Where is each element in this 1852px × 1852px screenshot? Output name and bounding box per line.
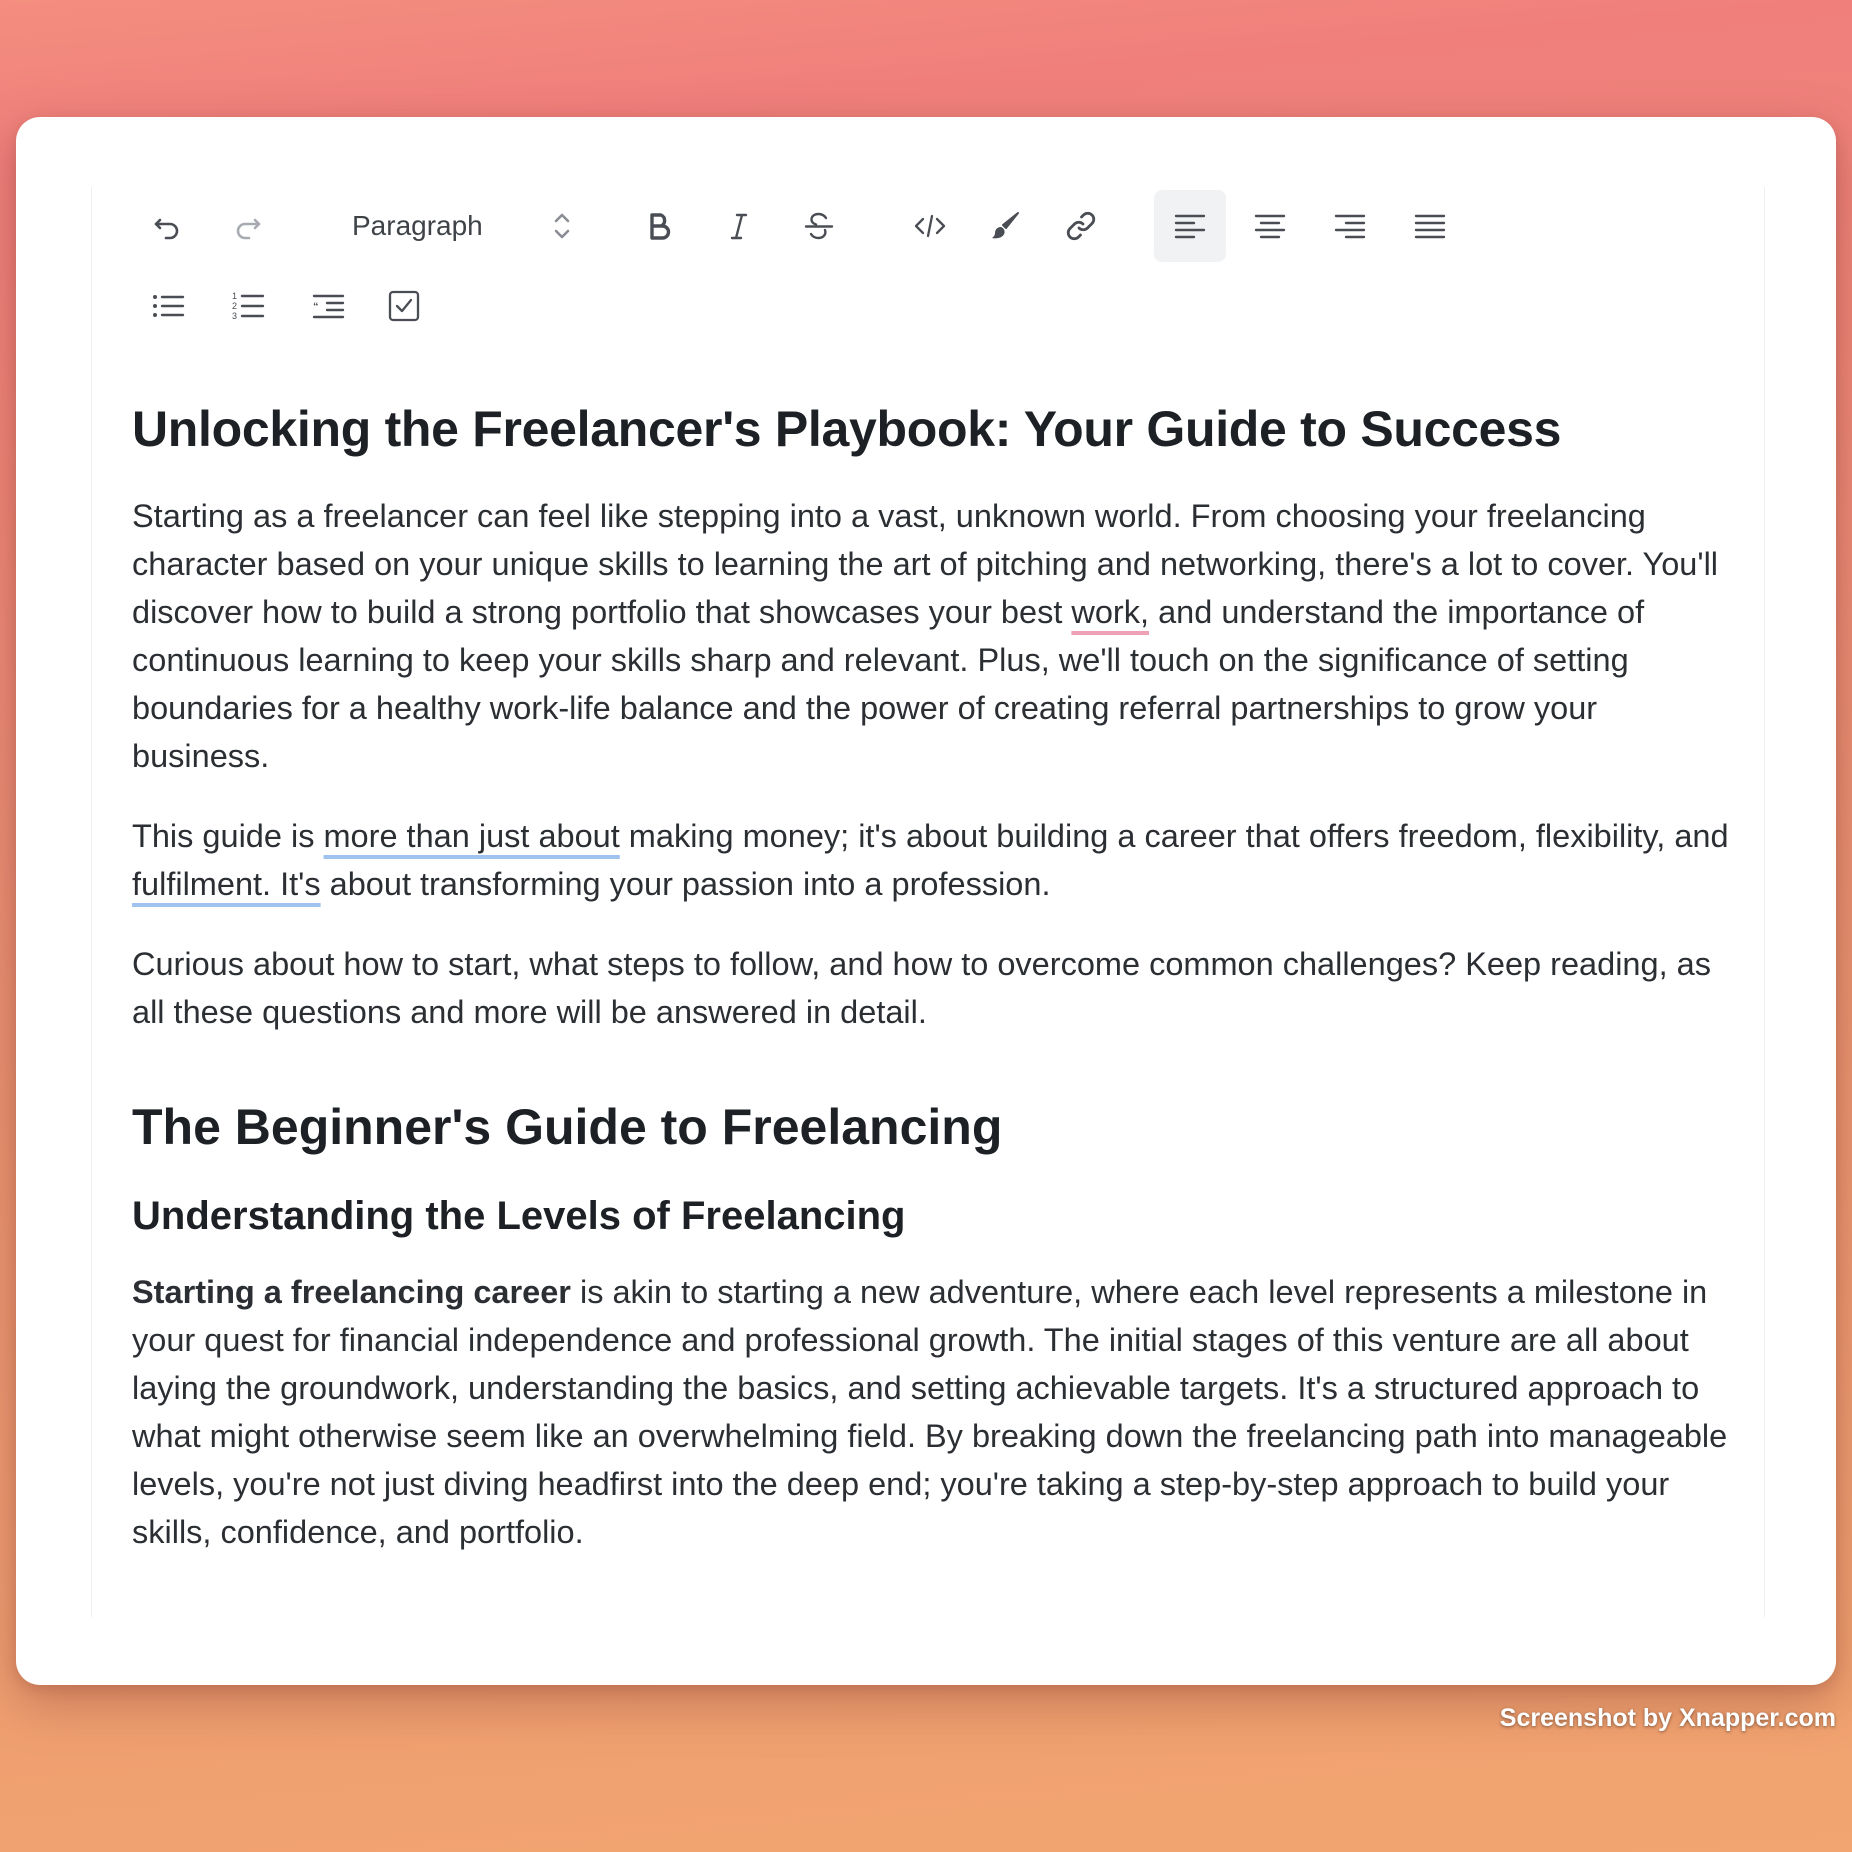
redo-button[interactable]	[211, 190, 283, 262]
guide-text-1: This guide is	[132, 818, 324, 854]
align-center-icon	[1252, 208, 1288, 244]
chevron-up-down-icon	[544, 208, 580, 244]
highlight-button[interactable]	[969, 190, 1041, 262]
intro-paragraph	[132, 492, 1732, 780]
link-button[interactable]	[1045, 190, 1117, 262]
undo-button[interactable]	[132, 190, 204, 262]
code-button[interactable]	[894, 190, 966, 262]
guide-text-3: about transforming your passion into a profession.	[320, 866, 1051, 902]
guide-paragraph	[132, 812, 1732, 908]
document-body[interactable]	[132, 388, 1732, 1556]
strikethrough-button[interactable]	[783, 190, 855, 262]
document-title: Unlocking the Freelancer's Playbook: Your Guide to Success	[132, 401, 1562, 457]
code-icon	[912, 208, 948, 244]
levels-paragraph	[132, 1268, 1732, 1556]
strikethrough-icon	[801, 208, 837, 244]
svg-text:“: “	[313, 301, 319, 313]
numbered-list-icon	[230, 288, 266, 324]
bold-icon	[641, 208, 677, 244]
section-heading: The Beginner's Guide to Freelancing	[132, 1099, 1003, 1155]
grammar-underline-1: more than just about	[323, 818, 620, 854]
block-type-select[interactable]	[334, 190, 580, 262]
svg-text:3: 3	[232, 311, 238, 321]
guide-text-2: making money; it's about building a career that offers freedom, flexibility, and	[619, 818, 1729, 854]
blockquote-button[interactable]	[292, 270, 364, 342]
intro-text-1: Starting as a freelancer can feel like stepping into a vast, unknown world. From choosing your freelancing character based on your unique skills to learning the art of pitching and networking, there's a lot to cover. You'll discover how to build a strong portfolio that showcases your best	[132, 498, 1719, 630]
block-type-label: Paragraph	[352, 210, 483, 241]
align-justify-button[interactable]	[1394, 190, 1466, 262]
svg-text:1: 1	[232, 291, 238, 301]
align-justify-icon	[1412, 208, 1448, 244]
align-left-button[interactable]	[1154, 190, 1226, 262]
levels-text: is akin to starting a new adventure, where each level represents a milestone in your quest for financial independence and professional growth. The initial stages of this venture are all about laying the groundwork, understanding the basics, and setting achievable targets. It's a structured approach to what might otherwise seem like an overwhelming field. By breaking down the freelancing path into manageable levels, you're not just diving headfirst into the deep end; you're taking a step-by-step approach to build your skills, confidence, and portfolio.	[132, 1274, 1728, 1550]
link-icon	[1063, 208, 1099, 244]
bold-phrase: Starting a freelancing career	[132, 1274, 571, 1310]
blockquote-icon	[310, 288, 346, 324]
svg-text:2: 2	[232, 301, 238, 311]
align-center-button[interactable]	[1234, 190, 1306, 262]
task-list-button[interactable]	[368, 270, 440, 342]
align-right-icon	[1332, 208, 1368, 244]
align-right-button[interactable]	[1314, 190, 1386, 262]
spellcheck-underline: work,	[1071, 594, 1150, 630]
bold-button[interactable]	[623, 190, 695, 262]
italic-button[interactable]	[703, 190, 775, 262]
redo-icon	[229, 208, 265, 244]
brush-icon	[987, 208, 1023, 244]
italic-icon	[721, 208, 757, 244]
align-left-icon	[1172, 208, 1208, 244]
intro-text-2: and understand the importance of continuous learning to keep your skills sharp and relevant. Plus, we'll touch on the significance of setting boundaries for a healthy work-life balance and the power of creating referral partnerships to grow your business.	[132, 594, 1645, 774]
numbered-list-button[interactable]	[212, 270, 284, 342]
bullet-list-button[interactable]	[132, 270, 204, 342]
curious-paragraph: Curious about how to start, what steps to follow, and how to overcome common challenges? Keep reading, as all these questions and more will be answered in detail.	[132, 946, 1711, 1030]
watermark: Screenshot by Xnapper.com	[1499, 1704, 1836, 1732]
bullet-list-icon	[150, 288, 186, 324]
grammar-underline-2: fulfilment. It's	[132, 866, 321, 902]
checkbox-icon	[386, 288, 422, 324]
subsection-heading: Understanding the Levels of Freelancing	[132, 1194, 906, 1238]
undo-icon	[150, 208, 186, 244]
